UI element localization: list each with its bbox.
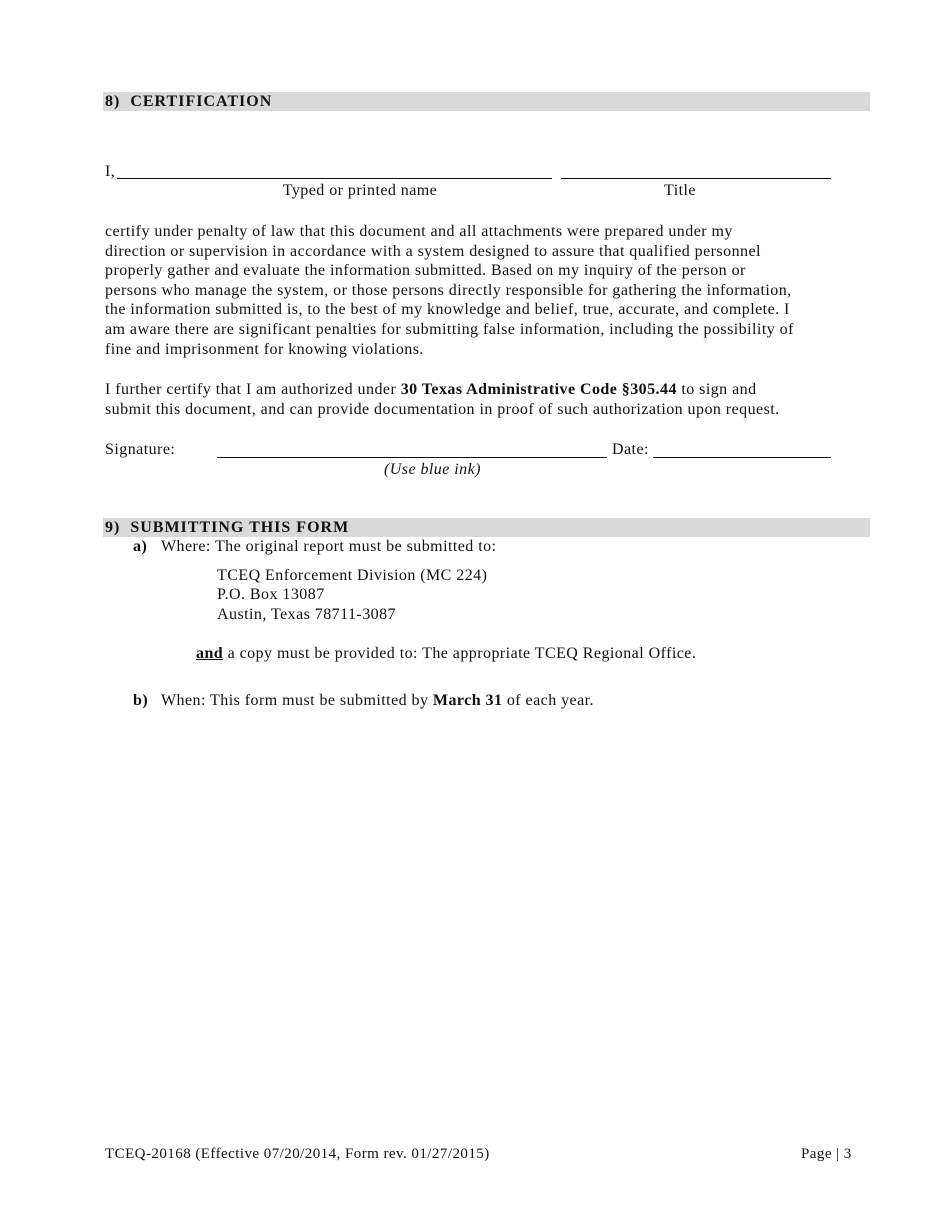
footer-page-number: Page | 3 [801,1146,852,1162]
deadline-date: March 31 [432,692,503,709]
and-emphasis: and [196,645,224,662]
date-field-line[interactable] [653,457,831,458]
section-9-number: 9) [105,519,121,536]
copy-instruction: and a copy must be provided to: The appropriate TCEQ Regional Office. [196,645,697,662]
title-caption: Title [664,182,696,199]
tac-citation: 30 Texas Administrative Code §305.44 [400,381,677,398]
signature-field-line[interactable] [217,457,607,458]
certification-paragraph [105,222,875,359]
section-8-header [103,92,870,111]
address-line: P.O. Box 13087 [217,586,325,603]
footer-form-id: TCEQ-20168 (Effective 07/20/2014, Form rev. 01/27/2015) [105,1146,490,1162]
title-field-line[interactable] [561,178,831,179]
certify-line: fine and imprisonment for knowing violations. [105,340,424,358]
address-line: Austin, Texas 78711-3087 [217,606,397,623]
section-8-title-text: CERTIFICATION [130,93,273,110]
blue-ink-note: (Use blue ink) [384,461,481,478]
certify-line: properly gather and evaluate the information submitted. Based on my inquiry of the person or [105,262,746,280]
certify-line: certify under penalty of law that this document and all attachments were prepared under my [105,223,733,240]
certify-line: the information submitted is, to the best of my knowledge and belief, true, accurate, and complete. I [105,301,790,319]
date-label: Date: [612,441,649,458]
item-a-text: Where: The original report must be submitted to: [161,538,497,555]
authorization-line-1: I further certify that I am authorized under 30 Texas Administrative Code §305.44 to sign and [105,381,757,398]
signature-label: Signature: [105,441,176,458]
certify-line: am aware there are significant penalties for submitting false information, including the possibility of [105,320,794,338]
section-9-title-text: SUBMITTING THIS FORM [130,519,350,536]
authorization-paragraph [105,380,875,419]
item-b-marker: b) [133,692,149,709]
name-field-line[interactable] [117,178,552,179]
certify-line: direction or supervision in accordance with a system designed to assure that qualified personnel [105,242,761,260]
certify-line: persons who manage the system, or those persons directly responsible for gathering the information, [105,281,792,299]
item-b-text: When: This form must be submitted by March 31 of each year. [161,692,594,709]
authorization-line-2: submit this document, and can provide documentation in proof of such authorization upon request. [105,400,780,418]
address-line: TCEQ Enforcement Division (MC 224) [217,567,488,584]
name-prefix: I, [105,163,116,180]
section-9-header [103,518,870,537]
section-9-title [105,518,349,537]
section-8-title [105,92,272,111]
item-a-marker: a) [133,538,148,555]
section-8-number: 8) [105,93,121,110]
name-caption: Typed or printed name [282,182,438,199]
